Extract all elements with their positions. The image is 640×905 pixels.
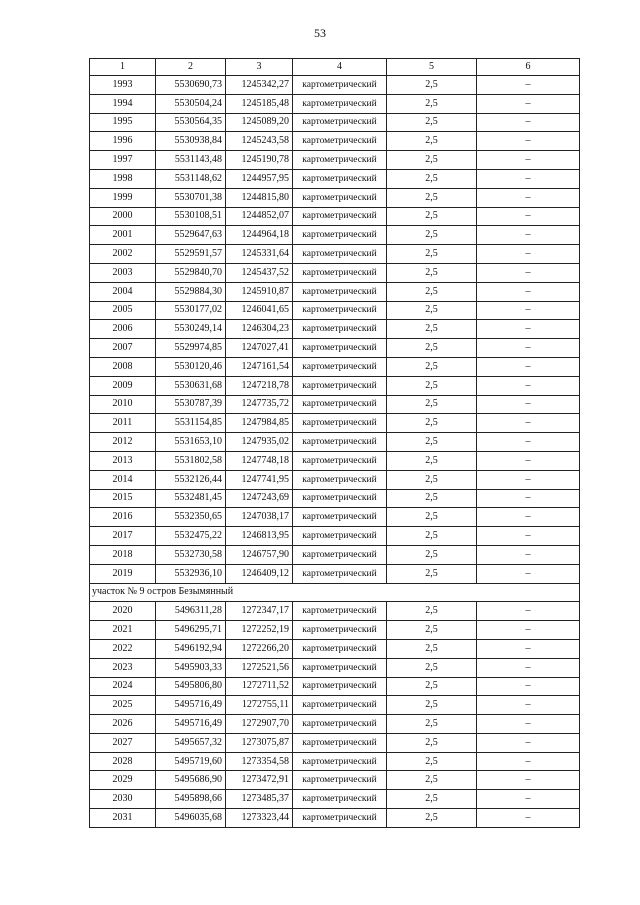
y-coordinate-cell: 1247741,95 (226, 470, 293, 489)
method-cell: картометрический (293, 301, 387, 320)
note-cell: – (477, 113, 580, 132)
accuracy-cell: 2,5 (387, 207, 477, 226)
y-coordinate-cell: 1272755,11 (226, 696, 293, 715)
x-coordinate-cell: 5531653,10 (156, 433, 226, 452)
point-number-cell: 2011 (90, 414, 156, 433)
x-coordinate-cell: 5531148,62 (156, 169, 226, 188)
table-row (90, 564, 580, 583)
y-coordinate-cell: 1245331,64 (226, 245, 293, 264)
x-coordinate-cell: 5495806,80 (156, 677, 226, 696)
method-cell: картометрический (293, 809, 387, 828)
x-coordinate-cell: 5530108,51 (156, 207, 226, 226)
note-cell: – (477, 527, 580, 546)
method-cell: картометрический (293, 132, 387, 151)
point-number-cell: 2015 (90, 489, 156, 508)
accuracy-cell: 2,5 (387, 621, 477, 640)
note-cell: – (477, 395, 580, 414)
x-coordinate-cell: 5530690,73 (156, 76, 226, 95)
section-title-row (90, 583, 580, 602)
x-coordinate-cell: 5530504,24 (156, 94, 226, 113)
x-coordinate-cell: 5496311,28 (156, 602, 226, 621)
method-cell: картометрический (293, 752, 387, 771)
y-coordinate-cell: 1247748,18 (226, 451, 293, 470)
x-coordinate-cell: 5531154,85 (156, 414, 226, 433)
point-number-cell: 2005 (90, 301, 156, 320)
accuracy-cell: 2,5 (387, 658, 477, 677)
coordinates-table (89, 58, 580, 828)
note-cell: – (477, 602, 580, 621)
point-number-cell: 1997 (90, 151, 156, 170)
table-row (90, 790, 580, 809)
note-cell: – (477, 282, 580, 301)
y-coordinate-cell: 1244815,80 (226, 188, 293, 207)
point-number-cell: 2009 (90, 376, 156, 395)
table-row (90, 395, 580, 414)
y-coordinate-cell: 1247161,54 (226, 357, 293, 376)
method-cell: картометрический (293, 527, 387, 546)
table-row (90, 245, 580, 264)
method-cell: картометрический (293, 320, 387, 339)
y-coordinate-cell: 1247027,41 (226, 339, 293, 358)
method-cell: картометрический (293, 508, 387, 527)
note-cell: – (477, 790, 580, 809)
point-number-cell: 2021 (90, 621, 156, 640)
method-cell: картометрический (293, 451, 387, 470)
page-number: 53 (314, 26, 326, 40)
point-number-cell: 2014 (90, 470, 156, 489)
accuracy-cell: 2,5 (387, 151, 477, 170)
table-row (90, 433, 580, 452)
method-cell: картометрический (293, 470, 387, 489)
method-cell: картометрический (293, 790, 387, 809)
table-row (90, 301, 580, 320)
method-cell: картометрический (293, 282, 387, 301)
y-coordinate-cell: 1247735,72 (226, 395, 293, 414)
point-number-cell: 2029 (90, 771, 156, 790)
note-cell: – (477, 470, 580, 489)
note-cell: – (477, 621, 580, 640)
point-number-cell: 2000 (90, 207, 156, 226)
note-cell: – (477, 809, 580, 828)
method-cell: картометрический (293, 545, 387, 564)
note-cell: – (477, 301, 580, 320)
accuracy-cell: 2,5 (387, 639, 477, 658)
point-number-cell: 2031 (90, 809, 156, 828)
point-number-cell: 1998 (90, 169, 156, 188)
point-number-cell: 2001 (90, 226, 156, 245)
method-cell: картометрический (293, 414, 387, 433)
accuracy-cell: 2,5 (387, 489, 477, 508)
point-number-cell: 2025 (90, 696, 156, 715)
table-row (90, 226, 580, 245)
note-cell: – (477, 357, 580, 376)
note-cell: – (477, 433, 580, 452)
method-cell: картометрический (293, 395, 387, 414)
table-row (90, 188, 580, 207)
accuracy-cell: 2,5 (387, 301, 477, 320)
table-row (90, 151, 580, 170)
point-number-cell: 2018 (90, 545, 156, 564)
accuracy-cell: 2,5 (387, 508, 477, 527)
accuracy-cell: 2,5 (387, 76, 477, 95)
accuracy-cell: 2,5 (387, 677, 477, 696)
x-coordinate-cell: 5529840,70 (156, 263, 226, 282)
method-cell: картометрический (293, 339, 387, 358)
table-row (90, 263, 580, 282)
y-coordinate-cell: 1272711,52 (226, 677, 293, 696)
y-coordinate-cell: 1245190,78 (226, 151, 293, 170)
y-coordinate-cell: 1273075,87 (226, 733, 293, 752)
x-coordinate-cell: 5530631,68 (156, 376, 226, 395)
method-cell: картометрический (293, 489, 387, 508)
point-number-cell: 1995 (90, 113, 156, 132)
x-coordinate-cell: 5532730,58 (156, 545, 226, 564)
point-number-cell: 2023 (90, 658, 156, 677)
x-coordinate-cell: 5530564,35 (156, 113, 226, 132)
accuracy-cell: 2,5 (387, 696, 477, 715)
y-coordinate-cell: 1272266,20 (226, 639, 293, 658)
x-coordinate-cell: 5496035,68 (156, 809, 226, 828)
x-coordinate-cell: 5495716,49 (156, 696, 226, 715)
x-coordinate-cell: 5531802,58 (156, 451, 226, 470)
accuracy-cell: 2,5 (387, 132, 477, 151)
table-row (90, 639, 580, 658)
table-header-row (90, 59, 580, 76)
method-cell: картометрический (293, 771, 387, 790)
method-cell: картометрический (293, 94, 387, 113)
note-cell: – (477, 245, 580, 264)
note-cell: – (477, 94, 580, 113)
x-coordinate-cell: 5529884,30 (156, 282, 226, 301)
note-cell: – (477, 639, 580, 658)
point-number-cell: 2006 (90, 320, 156, 339)
y-coordinate-cell: 1247243,69 (226, 489, 293, 508)
method-cell: картометрический (293, 113, 387, 132)
method-cell: картометрический (293, 151, 387, 170)
coordinates-table-body (90, 59, 580, 828)
accuracy-cell: 2,5 (387, 263, 477, 282)
y-coordinate-cell: 1272252,19 (226, 621, 293, 640)
y-coordinate-cell: 1246813,95 (226, 527, 293, 546)
column-header: 4 (293, 59, 387, 76)
point-number-cell: 2017 (90, 527, 156, 546)
note-cell: – (477, 715, 580, 734)
x-coordinate-cell: 5532350,65 (156, 508, 226, 527)
y-coordinate-cell: 1245342,27 (226, 76, 293, 95)
accuracy-cell: 2,5 (387, 527, 477, 546)
point-number-cell: 2002 (90, 245, 156, 264)
note-cell: – (477, 489, 580, 508)
table-row (90, 771, 580, 790)
method-cell: картометрический (293, 76, 387, 95)
accuracy-cell: 2,5 (387, 752, 477, 771)
y-coordinate-cell: 1245185,48 (226, 94, 293, 113)
point-number-cell: 2013 (90, 451, 156, 470)
y-coordinate-cell: 1247935,02 (226, 433, 293, 452)
note-cell: – (477, 151, 580, 170)
y-coordinate-cell: 1272907,70 (226, 715, 293, 734)
table-row (90, 169, 580, 188)
method-cell: картометрический (293, 226, 387, 245)
y-coordinate-cell: 1245243,58 (226, 132, 293, 151)
accuracy-cell: 2,5 (387, 470, 477, 489)
table-row (90, 696, 580, 715)
accuracy-cell: 2,5 (387, 809, 477, 828)
method-cell: картометрический (293, 602, 387, 621)
column-header: 5 (387, 59, 477, 76)
x-coordinate-cell: 5530249,14 (156, 320, 226, 339)
x-coordinate-cell: 5530787,39 (156, 395, 226, 414)
x-coordinate-cell: 5496295,71 (156, 621, 226, 640)
y-coordinate-cell: 1247218,78 (226, 376, 293, 395)
method-cell: картометрический (293, 677, 387, 696)
accuracy-cell: 2,5 (387, 339, 477, 358)
accuracy-cell: 2,5 (387, 188, 477, 207)
accuracy-cell: 2,5 (387, 545, 477, 564)
accuracy-cell: 2,5 (387, 564, 477, 583)
table-row (90, 282, 580, 301)
table-row (90, 357, 580, 376)
table-row (90, 132, 580, 151)
table-row (90, 527, 580, 546)
table-row (90, 602, 580, 621)
point-number-cell: 2010 (90, 395, 156, 414)
point-number-cell: 2028 (90, 752, 156, 771)
note-cell: – (477, 207, 580, 226)
table-row (90, 508, 580, 527)
point-number-cell: 1996 (90, 132, 156, 151)
table-row (90, 621, 580, 640)
y-coordinate-cell: 1245910,87 (226, 282, 293, 301)
point-number-cell: 2019 (90, 564, 156, 583)
method-cell: картометрический (293, 658, 387, 677)
x-coordinate-cell: 5529974,85 (156, 339, 226, 358)
accuracy-cell: 2,5 (387, 245, 477, 264)
y-coordinate-cell: 1246757,90 (226, 545, 293, 564)
note-cell: – (477, 564, 580, 583)
y-coordinate-cell: 1247038,17 (226, 508, 293, 527)
method-cell: картометрический (293, 564, 387, 583)
accuracy-cell: 2,5 (387, 771, 477, 790)
method-cell: картометрический (293, 376, 387, 395)
note-cell: – (477, 132, 580, 151)
x-coordinate-cell: 5495898,66 (156, 790, 226, 809)
x-coordinate-cell: 5495657,32 (156, 733, 226, 752)
point-number-cell: 2008 (90, 357, 156, 376)
accuracy-cell: 2,5 (387, 733, 477, 752)
table-row (90, 451, 580, 470)
y-coordinate-cell: 1245089,20 (226, 113, 293, 132)
column-header: 3 (226, 59, 293, 76)
method-cell: картометрический (293, 245, 387, 264)
accuracy-cell: 2,5 (387, 715, 477, 734)
x-coordinate-cell: 5530177,02 (156, 301, 226, 320)
method-cell: картометрический (293, 188, 387, 207)
table-row (90, 809, 580, 828)
table-row (90, 376, 580, 395)
note-cell: – (477, 188, 580, 207)
x-coordinate-cell: 5530701,38 (156, 188, 226, 207)
method-cell: картометрический (293, 169, 387, 188)
y-coordinate-cell: 1273485,37 (226, 790, 293, 809)
y-coordinate-cell: 1272521,56 (226, 658, 293, 677)
method-cell: картометрический (293, 357, 387, 376)
table-row (90, 76, 580, 95)
note-cell: – (477, 733, 580, 752)
accuracy-cell: 2,5 (387, 414, 477, 433)
table-row (90, 94, 580, 113)
accuracy-cell: 2,5 (387, 602, 477, 621)
column-header: 6 (477, 59, 580, 76)
y-coordinate-cell: 1245437,52 (226, 263, 293, 282)
table-row (90, 677, 580, 696)
point-number-cell: 2012 (90, 433, 156, 452)
accuracy-cell: 2,5 (387, 451, 477, 470)
table-row (90, 339, 580, 358)
note-cell: – (477, 339, 580, 358)
note-cell: – (477, 771, 580, 790)
point-number-cell: 2007 (90, 339, 156, 358)
x-coordinate-cell: 5530938,84 (156, 132, 226, 151)
column-header: 2 (156, 59, 226, 76)
note-cell: – (477, 376, 580, 395)
x-coordinate-cell: 5529591,57 (156, 245, 226, 264)
x-coordinate-cell: 5495903,33 (156, 658, 226, 677)
x-coordinate-cell: 5532936,10 (156, 564, 226, 583)
method-cell: картометрический (293, 433, 387, 452)
column-header: 1 (90, 59, 156, 76)
point-number-cell: 2004 (90, 282, 156, 301)
method-cell: картометрический (293, 639, 387, 658)
accuracy-cell: 2,5 (387, 357, 477, 376)
accuracy-cell: 2,5 (387, 376, 477, 395)
x-coordinate-cell: 5532126,44 (156, 470, 226, 489)
y-coordinate-cell: 1247984,85 (226, 414, 293, 433)
x-coordinate-cell: 5495719,60 (156, 752, 226, 771)
table-row (90, 715, 580, 734)
point-number-cell: 1999 (90, 188, 156, 207)
note-cell: – (477, 226, 580, 245)
accuracy-cell: 2,5 (387, 790, 477, 809)
table-row (90, 113, 580, 132)
point-number-cell: 2030 (90, 790, 156, 809)
point-number-cell: 2024 (90, 677, 156, 696)
x-coordinate-cell: 5532481,45 (156, 489, 226, 508)
table-row (90, 414, 580, 433)
y-coordinate-cell: 1246304,23 (226, 320, 293, 339)
x-coordinate-cell: 5532475,22 (156, 527, 226, 546)
accuracy-cell: 2,5 (387, 282, 477, 301)
accuracy-cell: 2,5 (387, 320, 477, 339)
y-coordinate-cell: 1244957,95 (226, 169, 293, 188)
x-coordinate-cell: 5529647,63 (156, 226, 226, 245)
table-row (90, 752, 580, 771)
note-cell: – (477, 451, 580, 470)
table-row (90, 489, 580, 508)
note-cell: – (477, 169, 580, 188)
note-cell: – (477, 752, 580, 771)
note-cell: – (477, 545, 580, 564)
note-cell: – (477, 76, 580, 95)
point-number-cell: 2022 (90, 639, 156, 658)
accuracy-cell: 2,5 (387, 433, 477, 452)
method-cell: картометрический (293, 696, 387, 715)
y-coordinate-cell: 1244964,18 (226, 226, 293, 245)
note-cell: – (477, 263, 580, 282)
accuracy-cell: 2,5 (387, 226, 477, 245)
note-cell: – (477, 677, 580, 696)
accuracy-cell: 2,5 (387, 113, 477, 132)
point-number-cell: 2027 (90, 733, 156, 752)
note-cell: – (477, 508, 580, 527)
y-coordinate-cell: 1244852,07 (226, 207, 293, 226)
method-cell: картометрический (293, 733, 387, 752)
point-number-cell: 2020 (90, 602, 156, 621)
table-row (90, 658, 580, 677)
y-coordinate-cell: 1246409,12 (226, 564, 293, 583)
point-number-cell: 2026 (90, 715, 156, 734)
note-cell: – (477, 414, 580, 433)
accuracy-cell: 2,5 (387, 169, 477, 188)
accuracy-cell: 2,5 (387, 94, 477, 113)
x-coordinate-cell: 5530120,46 (156, 357, 226, 376)
y-coordinate-cell: 1273354,58 (226, 752, 293, 771)
note-cell: – (477, 658, 580, 677)
table-row (90, 320, 580, 339)
section-title: участок № 9 остров Безымянный (90, 583, 580, 602)
table-row (90, 733, 580, 752)
method-cell: картометрический (293, 263, 387, 282)
y-coordinate-cell: 1273472,91 (226, 771, 293, 790)
y-coordinate-cell: 1272347,17 (226, 602, 293, 621)
point-number-cell: 1994 (90, 94, 156, 113)
method-cell: картометрический (293, 207, 387, 226)
note-cell: – (477, 696, 580, 715)
accuracy-cell: 2,5 (387, 395, 477, 414)
table-row (90, 545, 580, 564)
point-number-cell: 1993 (90, 76, 156, 95)
x-coordinate-cell: 5495716,49 (156, 715, 226, 734)
table-row (90, 207, 580, 226)
point-number-cell: 2016 (90, 508, 156, 527)
point-number-cell: 2003 (90, 263, 156, 282)
x-coordinate-cell: 5531143,48 (156, 151, 226, 170)
table-row (90, 470, 580, 489)
x-coordinate-cell: 5496192,94 (156, 639, 226, 658)
y-coordinate-cell: 1273323,44 (226, 809, 293, 828)
method-cell: картометрический (293, 715, 387, 734)
note-cell: – (477, 320, 580, 339)
x-coordinate-cell: 5495686,90 (156, 771, 226, 790)
y-coordinate-cell: 1246041,65 (226, 301, 293, 320)
method-cell: картометрический (293, 621, 387, 640)
